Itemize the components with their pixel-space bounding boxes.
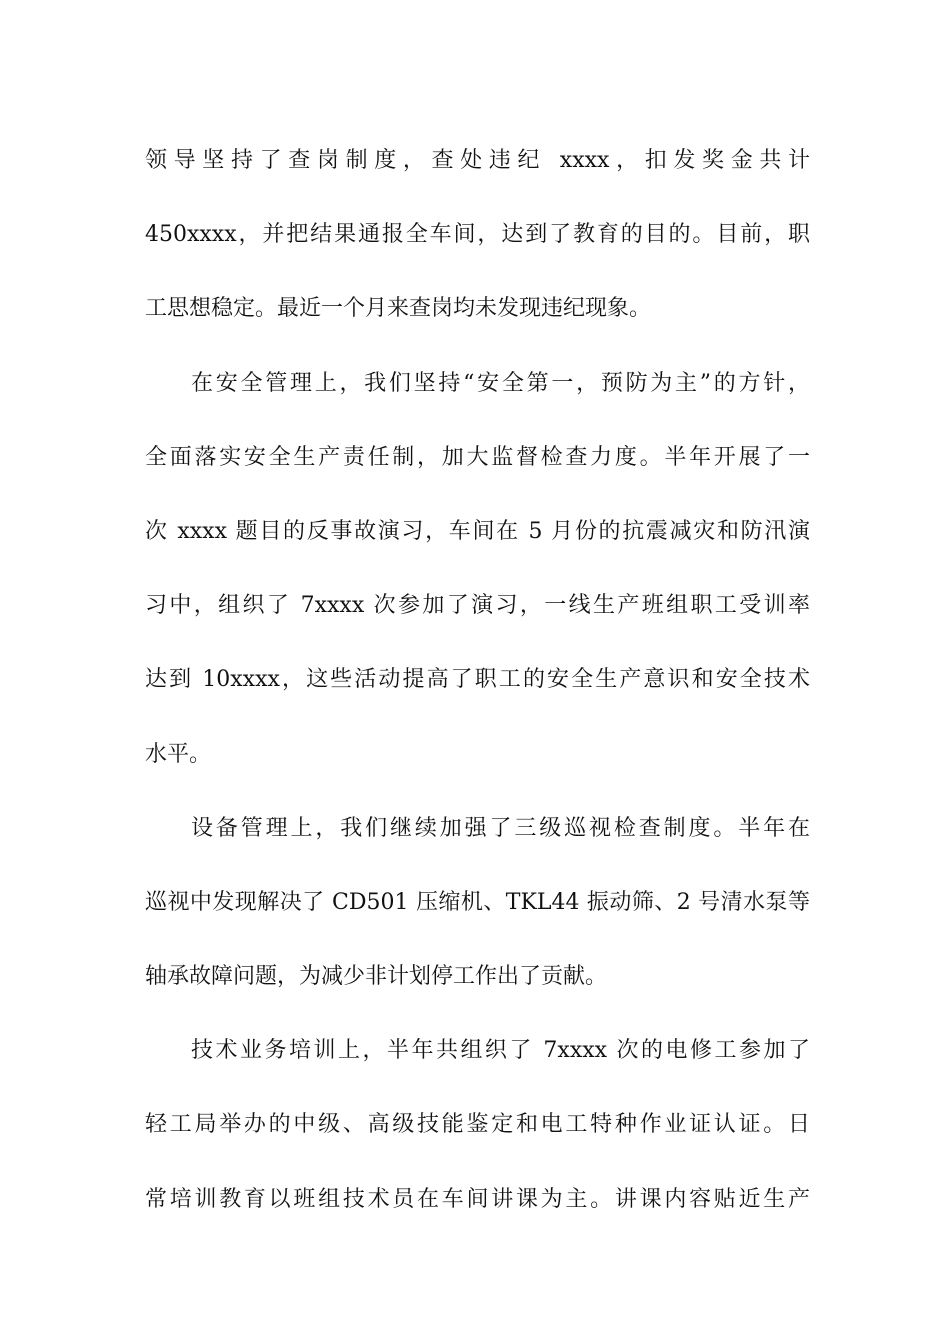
text-line: 工思想稳定。最近一个月来查岗均未发现违纪现象。 <box>145 296 652 322</box>
text-line: 习中，组织了 7xxxx 次参加了演习，一线生产班组职工受训率 <box>145 593 810 619</box>
text-line: 轻工局举办的中级、高级技能鉴定和电工特种作业证认证。日 <box>145 1112 810 1138</box>
paragraph-first-line: 在安全管理上，我们坚持“安全第一，预防为主”的方针， <box>191 370 810 396</box>
text-line: 常培训教育以班组技术员在车间讲课为主。讲课内容贴近生产 <box>145 1186 810 1212</box>
paragraph-first-line: 设备管理上，我们继续加强了三级巡视检查制度。半年在 <box>191 815 810 841</box>
text-line: 450xxxx，并把结果通报全车间，达到了教育的目的。目前，职 <box>145 222 810 248</box>
text-line: 达到 10xxxx，这些活动提高了职工的安全生产意识和安全技术 <box>145 667 810 693</box>
text-line: 全面落实安全生产责任制，加大监督检查力度。半年开展了一 <box>145 444 810 470</box>
text-line: 轴承故障问题，为减少非计划停工作出了贡献。 <box>145 964 608 990</box>
paragraph-first-line: 技术业务培训上，半年共组织了 7xxxx 次的电修工参加了 <box>191 1038 810 1064</box>
text-line: 水平。 <box>145 741 212 767</box>
document-body <box>145 124 810 1237</box>
text-line: 次 xxxx 题目的反事故演习，车间在 5 月份的抗震减灾和防汛演 <box>145 518 810 544</box>
text-line: 巡视中发现解决了 CD501 压缩机、TKL44 振动筛、2 号清水泵等 <box>145 889 810 915</box>
text-line: 领导坚持了查岗制度，查处违纪 xxxx，扣发奖金共计 <box>145 148 810 173</box>
